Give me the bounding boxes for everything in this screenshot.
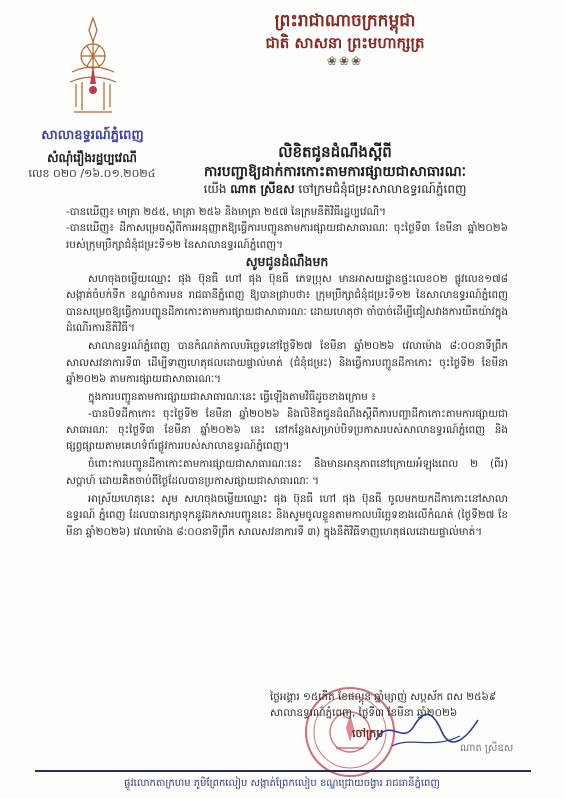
document-body (66, 204, 508, 540)
legal-basis-1: -បានឃើញ៖ មាត្រា ២៥៥, មាត្រា ២៥៦ និងមាត្រា ២៥៧ នៃក្រមនីតិវិធីរដ្ឋប្បវេណី។ (66, 206, 387, 218)
document-title: លិខិតជូនដំណឹងស្តីពី (278, 143, 392, 161)
footer-address: ផ្លូវលោកតាក្រហម ភូមិព្រែកលៀប សង្កាត់ព្រែកលៀប ខណ្ឌជ្រោយចង្វារ រាជធានីភ្នំពេញ (124, 778, 440, 789)
case-reference-number: លេខ ០២០ /១៦.០១.២០២៤ (28, 167, 156, 180)
judge-name: ណាត ស្រីឧស (460, 743, 514, 754)
kingdom-motto: ជាតិ សាសនា ព្រះមហាក្សត្រ (265, 33, 425, 52)
paragraph-hearing-date: សាលាឧទ្ធរណ៍ភ្នំពេញ បានកំណត់កាលបរិច្ឆេទនៅថ្ងៃទី២៧ ខែមីនា ឆ្នាំ២០២៦ វេលាម៉ោង ៨:០០នាទីព្រឹក សាលសវនាការទី៣ ដើម្បីទាញហេតុផលដោយផ្ទាល់មាត់ (ជំនុំជម្រះ) និងធ្វើការបញ្ជូនដីកាកោះ ចុះថ្ងៃទី២ ខែមីនា ឆ្នាំ២០២៦ តាមការផ្សាយជាសាធារណៈ។ (66, 340, 508, 385)
issuer-name: ណាត ស្រីឧស (230, 182, 295, 196)
legal-basis-2: -បានឃើញ៖ ដីកាសម្រេចស្តីពីការអនុញ្ញាតឱ្យធ្វើការបញ្ជូនតាមការផ្សាយជាសាធារណៈ ចុះថ្ងៃទី៣ ខែមីនា ឆ្នាំ២០២៦ របស់ក្រុមប្រឹក្សាជំនុំជម្រះទី១២ នៃសាលាឧទ្ធរណ៍ភ្នំពេញ។ (66, 222, 508, 251)
kingdom-title: ព្រះរាជាណាចក្រកម្ពុជា (274, 11, 416, 31)
paragraph-method-intro: ក្នុងការបញ្ជូនតាមការផ្សាយជាសាធារណៈនេះ ធ្វើឡើងតាមវិធីដូចខាងក្រោម ៖ (88, 391, 376, 404)
judge-title: ចៅក្រម (352, 727, 384, 740)
kingdom-header (200, 10, 490, 69)
solar-date: សាលាឧទ្ធរណ៍ភ្នំពេញ, ថ្ងៃទី៣ ខែមីនា ឆ្នាំ២០២៦ (270, 707, 458, 719)
lunar-date: ថ្ងៃអង្គារ ១៥កើត ខែផល្គុន ឆ្នាំម្សាញ់ សប្តស័ក ពស ២៥៦៩ (270, 691, 497, 703)
paragraph-posting: -បានបិទដីកាកោះ ចុះថ្ងៃទី២ ខែមីនា ឆ្នាំ២០២៦ និងលិខិតជូនដំណឹងស្តីពីការបញ្ជាដីកាកោះតាមការផ្សាយជាសាធារណៈ ចុះថ្ងៃទី៣ ខែមីនា ឆ្នាំ២០២៦ នេះ នៅកន្លែងសម្រាប់បិទប្រកាសរបស់សាលាឧទ្ធរណ៍ភ្នំពេញ និងផ្សព្វផ្សាយតាមគេហទំព័រផ្លូវការរបស់សាលាឧទ្ធរណ៍ភ្នំពេញ។ (66, 407, 508, 453)
issuer-role: ចៅក្រមជំនុំជម្រះសាលាឧទ្ធរណ៍ភ្នំពេញ (298, 182, 467, 196)
header-ornament: ❀❀❀ (326, 54, 364, 69)
notice-heading: សូមជូនដំណឹងមក (245, 253, 329, 269)
footer-divider (35, 770, 531, 772)
court-name: សាលាឧទ្ធរណ៍ភ្នំពេញ (41, 128, 144, 143)
paragraph-effect: ចំពោះការបញ្ជូនដីកាកោះតាមការផ្សាយជាសាធារណៈនេះ នឹងមានអានុភាពនៅក្រោយអំឡុងពេល ២ (ពីរ) សប្តាហ៍ ដោយគិតចាប់ពីថ្ងៃដែលបានប្រកាសផ្សាយជាសាធារណៈ ។ (66, 458, 508, 487)
paragraph-defendant: សហចុងចម្លើយឈ្មោះ ផុង ប៊ុនធី ហៅ ផុង ប៊ុនធី ភេទប្រុស មានអាសយដ្ឋានផ្ទះលេខ០២ ផ្លូវលេខ១៧៨ សង្កាត់ចំបក់ទឹក ខណ្ឌចំការមន រាជធានីភ្នំពេញ ឱ្យបានជ្រាបថា៖ ក្រុមប្រឹក្សាជំនុំជម្រះទី១២ នៃសាលាឧទ្ធរណ៍ភ្នំពេញ បានសម្រេចឱ្យធ្វើការបញ្ជូនដីកាកោះតាមការផ្សាយជាសាធារណៈ ដោយហេតុថា ចាំបាច់ដើម្បីជៀសវាងការយឺតយ៉ាវក្នុងដំណើរការនីតិវិធី។ (66, 273, 508, 335)
case-type-label: សំណុំរឿងរដ្ឋប្បវេណី (47, 151, 137, 165)
paragraph-summons: អាស្រ័យហេតុនេះ សូម សហចុងចម្លើយឈ្មោះ ផុង ប៊ុនធី ហៅ ផុង ប៊ុនធី ចូលមកយកដីកាកោះនៅសាលាឧទ្ធរណ៍ ភ្នំពេញ ដែលបានរក្សាទុកនូវឯកសារបញ្ជូននេះ និងសូមចូលខ្លួនតាមកាលបរិច្ឆេទខាងលើកំណត់ (ថ្ងៃទី២៧ ខែមីនា ឆ្នាំ២០២៦) វេលាម៉ោង ៨:០០នាទីព្រឹក សាលសវនាការទី ៣) ក្នុងនីតិវិធីទាញហេតុផលដោយផ្ទាល់មាត់។ (66, 493, 508, 538)
court-emblem-logo (62, 12, 124, 122)
issuer-prefix: យើង (203, 182, 227, 196)
issuing-judge-line (170, 181, 500, 199)
document-subtitle: ការបញ្ជាឱ្យដាក់ការកោះតាមការផ្សាយជាសាធារណៈ (204, 164, 466, 180)
